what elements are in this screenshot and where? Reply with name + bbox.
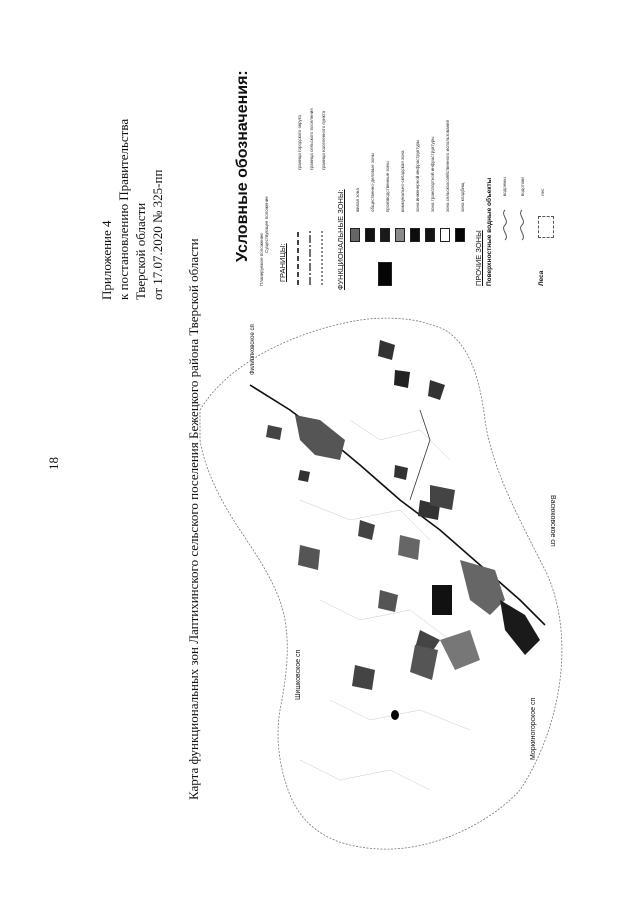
settlement-zone bbox=[460, 560, 505, 615]
legend-boundary-label: граница сельского поселения bbox=[309, 108, 314, 170]
legend-boundary-label: граница населенного пункта bbox=[321, 110, 326, 170]
legend-zone-label: зона кладбищ bbox=[460, 182, 465, 212]
legend-zone-label: зона сельскохозяйственного использования bbox=[445, 119, 450, 212]
appendix-line-4: от 17.07.2020 № 325-пп bbox=[150, 169, 165, 300]
legend-water-title: Поверхностные водные объекты bbox=[486, 177, 493, 286]
appendix-line-3: Тверской области bbox=[133, 202, 148, 300]
settlement-zone bbox=[352, 665, 375, 690]
legend-zone-swatch bbox=[350, 228, 360, 242]
neighbor-label-southwest: Моркиногорское сп bbox=[530, 697, 537, 760]
secondary-road bbox=[410, 410, 430, 500]
legend-forest-title: Леса bbox=[538, 270, 545, 286]
settlement-zone bbox=[410, 645, 438, 680]
page-number: 18 bbox=[46, 457, 61, 470]
settlement-zone bbox=[428, 380, 445, 400]
settlement-zone bbox=[398, 535, 420, 560]
legend-zone-swatch bbox=[365, 228, 375, 242]
legend-zone-swatch bbox=[425, 228, 435, 242]
legend-zone-label: зона транспортной инфраструктуры bbox=[430, 136, 435, 212]
legend-forest-swatch bbox=[538, 216, 554, 238]
settlement-boundary bbox=[200, 318, 562, 849]
legend-col-existing: Существующее положение bbox=[264, 196, 269, 253]
settlement-zone bbox=[298, 470, 310, 482]
legend-zone-swatch bbox=[455, 228, 465, 242]
settlement-zone bbox=[440, 630, 480, 670]
legend-zone-label: зона инженерной инфраструктуры bbox=[415, 139, 420, 212]
water-samples bbox=[500, 205, 540, 245]
legend-col-planned: Планируемое положение bbox=[259, 233, 264, 286]
production-zone bbox=[432, 585, 452, 615]
legend-zone-label: общественно-деловые зоны bbox=[370, 152, 375, 212]
legend-zone-swatch bbox=[380, 228, 390, 242]
settlement-zone bbox=[295, 415, 345, 460]
legend-zone-label: производственные зоны bbox=[385, 161, 390, 212]
legend-boundaries-title: ГРАНИЦЫ: bbox=[278, 243, 287, 282]
appendix-line-1: Приложение 4 bbox=[99, 220, 114, 300]
legend-water-label: водоемы bbox=[502, 177, 507, 196]
neighbor-label-north: Филиппковское сп bbox=[250, 324, 256, 375]
legend-water-label: водотоки bbox=[520, 177, 525, 196]
legend-zone-swatch bbox=[395, 228, 405, 242]
settlement-zone bbox=[266, 425, 282, 440]
appendix-line-2: к постановлению Правительства bbox=[116, 118, 131, 300]
legend-boundary-label: граница городского округа bbox=[297, 115, 302, 170]
legend-heading: Условные обозначения: bbox=[234, 70, 251, 262]
settlement-zone bbox=[378, 340, 395, 360]
legend-zones-title: ФУНКЦИОНАЛЬНЫЕ ЗОНЫ: bbox=[336, 189, 345, 290]
settlement-zone bbox=[358, 520, 375, 540]
map-title: Карта функциональных зон Лаптихинского сельского поселения Бежецкого района Тверской области bbox=[186, 238, 201, 800]
settlement-zone bbox=[394, 465, 408, 480]
neighbor-label-west: Шишковское сп bbox=[295, 649, 302, 700]
legend-zone-swatch bbox=[410, 228, 420, 242]
cemetery-zone bbox=[391, 710, 399, 720]
settlement-zone bbox=[500, 600, 540, 655]
legend-zone-swatch-planned bbox=[378, 262, 392, 286]
neighbor-label-east: Васюковское сп bbox=[549, 495, 556, 547]
legend-zone-label: коммунально-складская зона bbox=[400, 150, 405, 212]
legend-other-zones-title: ПРОЧИЕ ЗОНЫ bbox=[474, 230, 483, 286]
settlement-zone bbox=[394, 370, 410, 388]
legend-zone-label: жилая зона bbox=[355, 188, 360, 212]
settlements bbox=[266, 340, 540, 720]
settlement-zone bbox=[378, 590, 398, 612]
legend-zone-swatch bbox=[440, 228, 450, 242]
legend-forest-label: лес bbox=[540, 188, 545, 196]
settlement-zone bbox=[298, 545, 320, 570]
boundary-line-samples bbox=[292, 180, 330, 290]
